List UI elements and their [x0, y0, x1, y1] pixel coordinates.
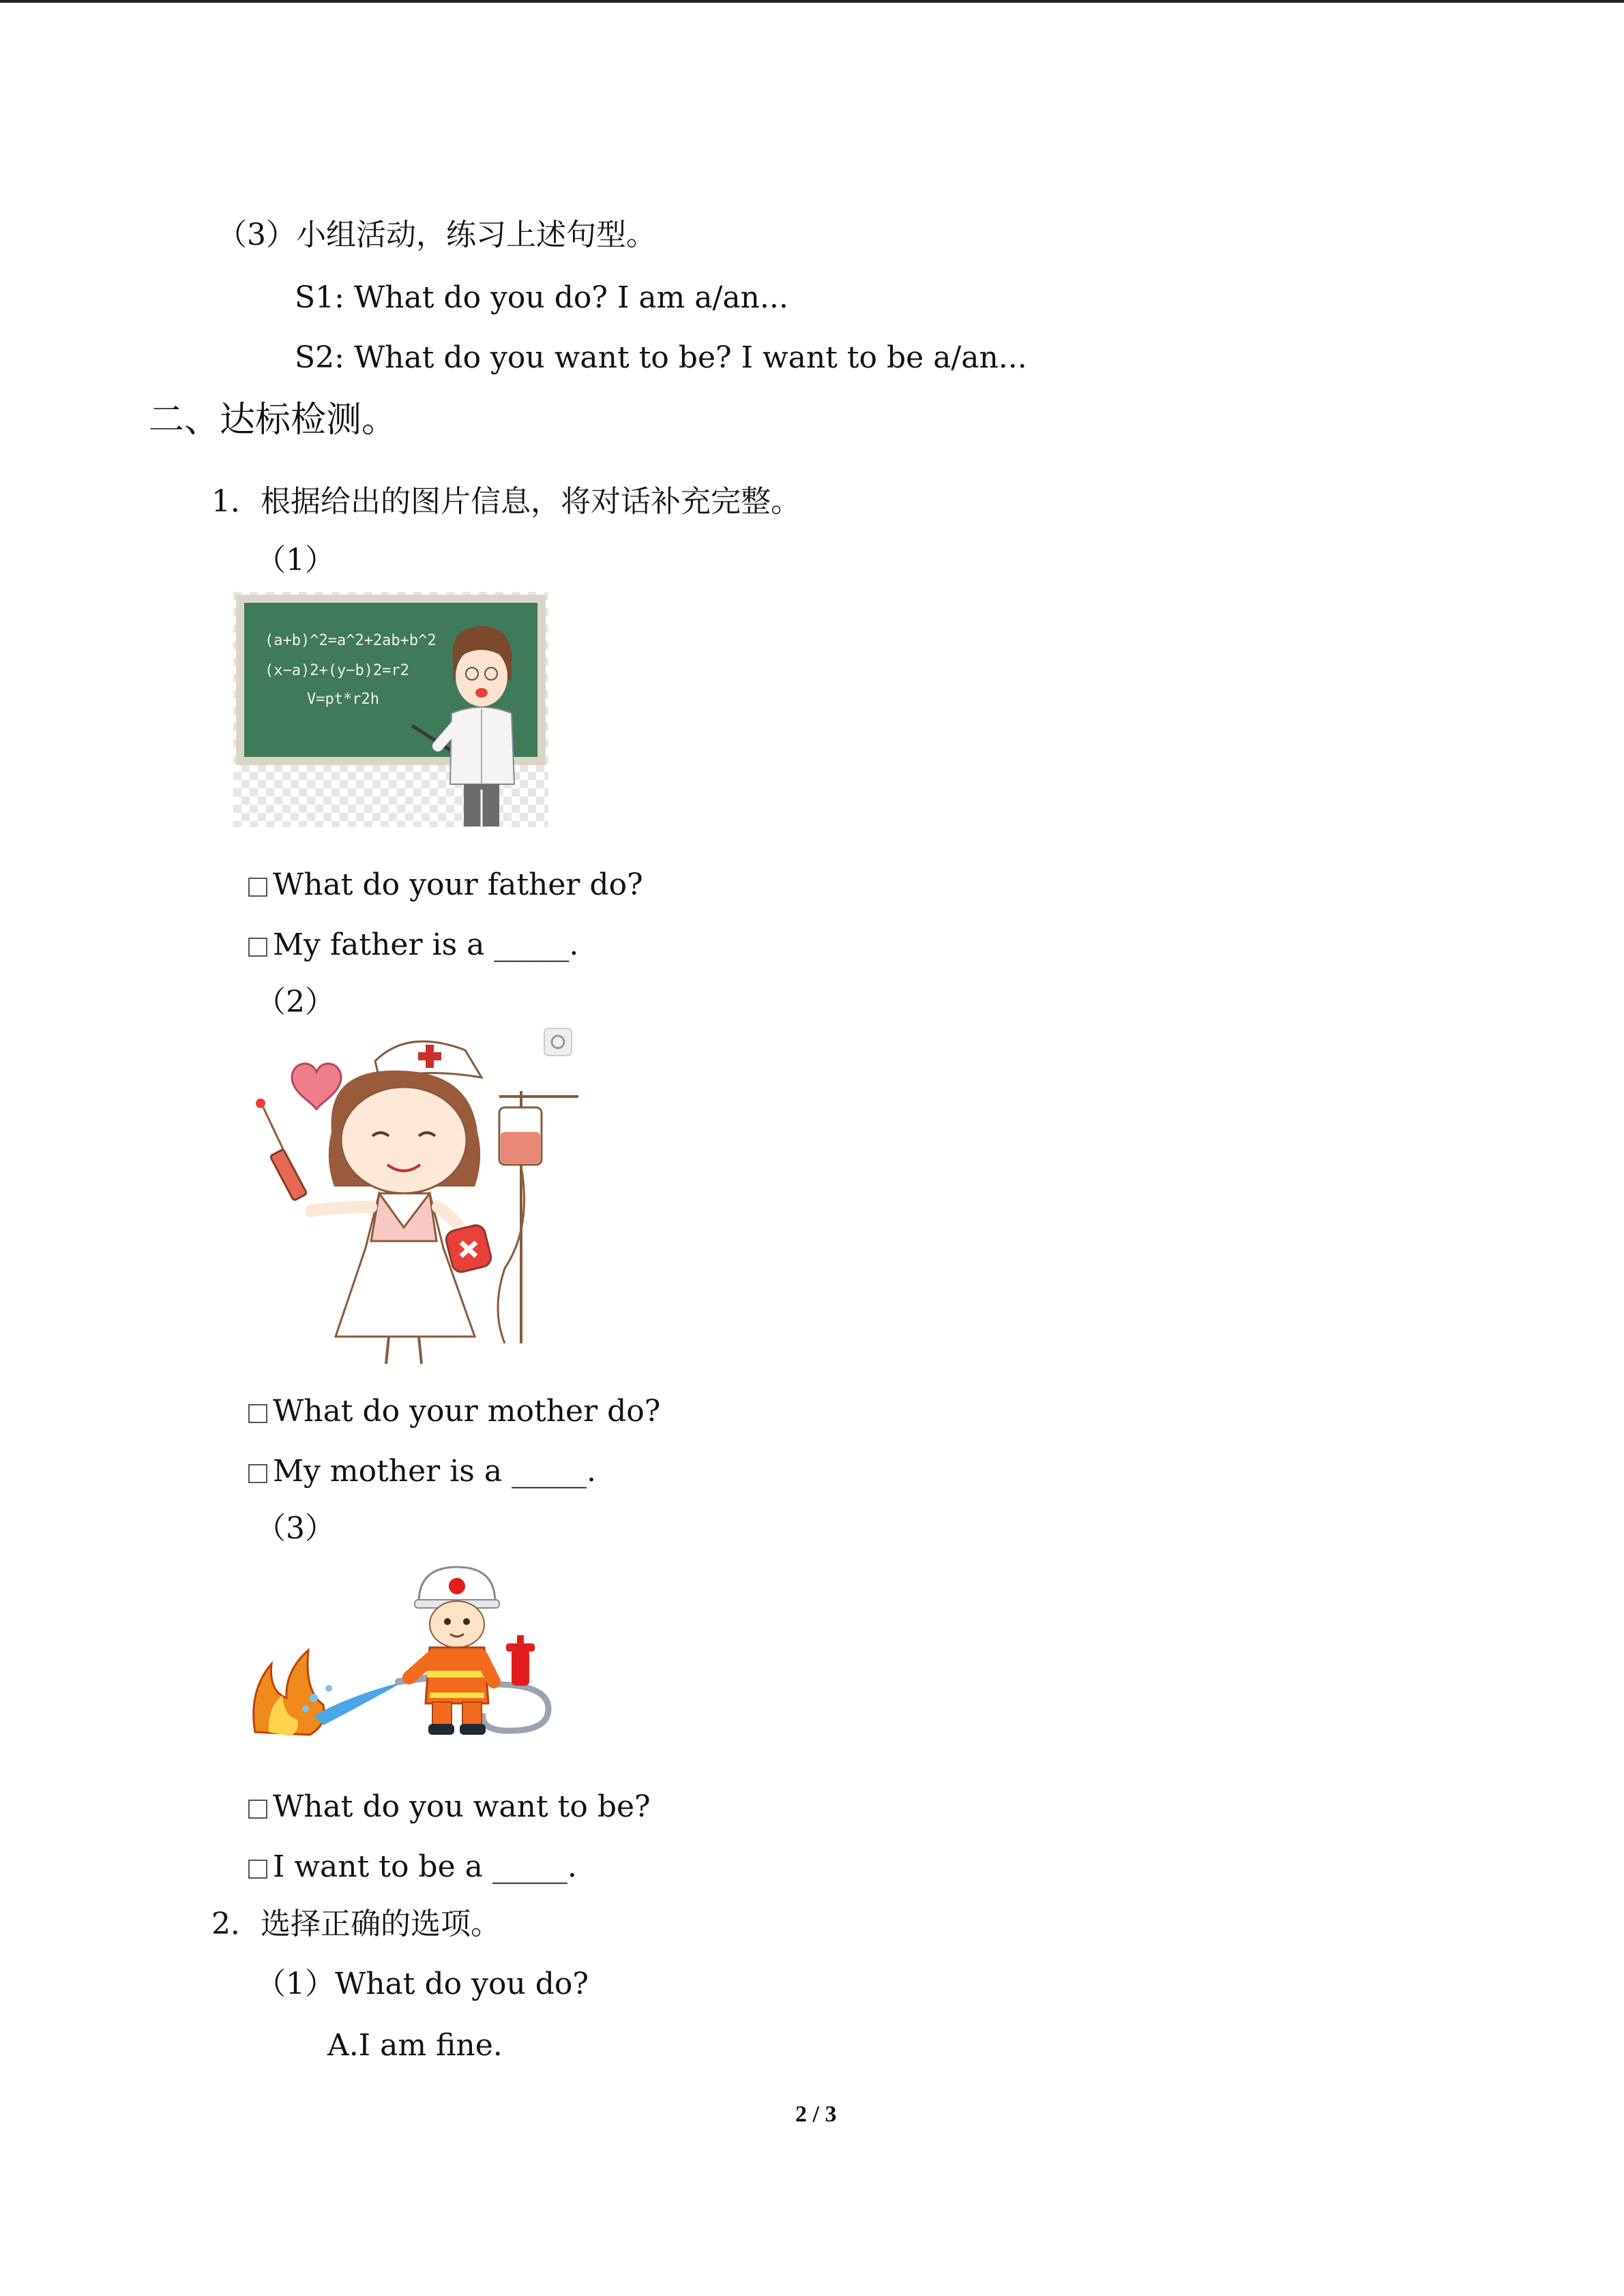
item-1-answer-text: My father is a _____. — [273, 927, 579, 962]
item-2-question — [248, 1394, 661, 1429]
board-line-1: (a+b)^2=a^2+2ab+b^2 — [265, 632, 437, 649]
question-2-title: 2．选择正确的选项。 — [211, 1907, 501, 1941]
board-line-3: V=pt*r2h — [307, 691, 379, 708]
question-2-item-1: （1）What do you do? — [256, 1967, 589, 2001]
checkbox[interactable] — [248, 938, 267, 957]
item-3-label: （3） — [256, 1511, 335, 1546]
page-number: 2 / 3 — [795, 2102, 837, 2127]
item-2-answer — [248, 1454, 597, 1489]
item-3-question-text: What do you want to be? — [273, 1789, 651, 1824]
page-top-border — [0, 0, 1624, 3]
checkbox[interactable] — [248, 1860, 267, 1879]
checkbox[interactable] — [248, 1464, 267, 1483]
item-1-question-text: What do your father do? — [273, 867, 643, 902]
item-1-answer — [248, 927, 579, 962]
option-a: A.I am fine. — [327, 2028, 503, 2063]
checkbox[interactable] — [248, 878, 267, 897]
sentence-s2: S2: What do you want to be? I want to be a/an... — [295, 340, 1027, 375]
activity-label: （3）小组活动，练习上述句型。 — [217, 218, 656, 252]
firefighter-image — [248, 1562, 555, 1739]
item-1-question — [248, 867, 643, 902]
sentence-s1: S1: What do you do? I am a/an... — [295, 280, 788, 315]
checkbox[interactable] — [248, 1800, 267, 1819]
question-1-title: 1．根据给出的图片信息，将对话补充完整。 — [211, 484, 801, 519]
checkbox[interactable] — [248, 1404, 267, 1423]
item-1-label: （1） — [256, 543, 335, 578]
teacher-blackboard-image — [233, 592, 548, 827]
item-3-question — [248, 1789, 651, 1824]
nurse-image — [246, 1023, 580, 1371]
item-2-question-text: What do your mother do? — [273, 1394, 661, 1429]
item-3-answer-text: I want to be a _____. — [273, 1849, 577, 1884]
board-line-2: (x−a)2+(y−b)2=r2 — [265, 662, 409, 679]
item-2-label: （2） — [256, 985, 335, 1019]
item-3-answer — [248, 1849, 577, 1884]
section-heading: 二、达标检测。 — [149, 400, 398, 441]
item-2-answer-text: My mother is a _____. — [273, 1454, 597, 1489]
